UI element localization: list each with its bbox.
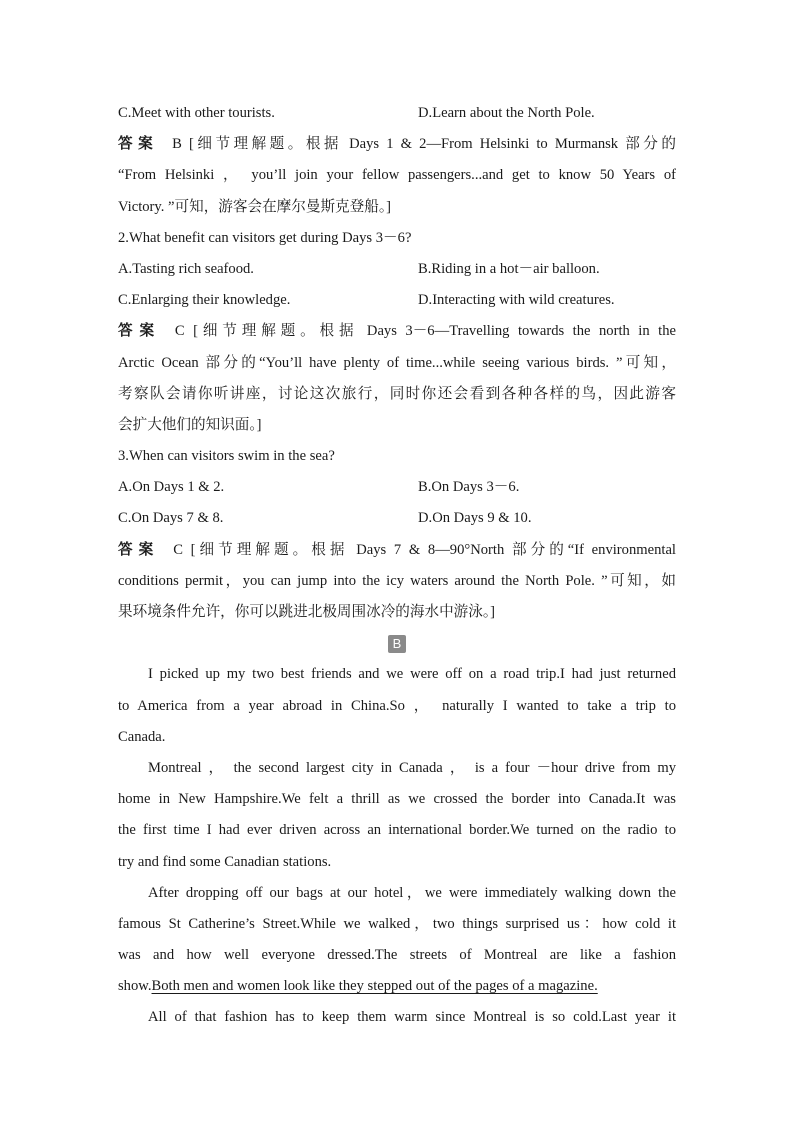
section-b-badge: B [388, 635, 406, 653]
q1-option-d[interactable]: D.Learn about the North Pole. [418, 105, 595, 121]
passage-p3-line-3: was and how well everyone dressed.The streets of Montreal are like a fashion [118, 947, 676, 964]
q3-option-a[interactable]: A.On Days 1 & 2. [118, 479, 225, 496]
passage-p2-line-3: the first time I had ever driven across an international border.We turned on the radio to [118, 822, 676, 839]
q3-answer-line-1 [118, 535, 676, 566]
q3-answer-line-3: 果环境条件允许，你可以跳进北极周围冰冷的海水中游泳。] [118, 604, 495, 620]
q2-option-a[interactable]: A.Tasting rich seafood. [118, 260, 254, 277]
q3-question: 3.When can visitors swim in the sea? [118, 448, 335, 465]
passage-p2-line-2: home in New Hampshire.We felt a thrill as we crossed the border into Canada.It was [118, 791, 676, 808]
q1-answer-label: 答案 [118, 136, 159, 153]
q2-options-row-1 [118, 254, 676, 285]
passage-p2-line-4: try and find some Canadian stations. [118, 853, 332, 870]
passage-p4-line-1: All of that fashion has to keep them warm since Montreal is so cold.Last year it [148, 1009, 676, 1026]
q2-answer-line-2: Arctic Ocean 部分的“You’ll have plenty of time...while seeing various birds. ”可知， [118, 354, 676, 371]
q2-answer-text-1: C [细节理解题。根据 Days 3－6—Travelling towards the north in the [174, 323, 676, 340]
passage-p1-line-2: to America from a year abroad in China.So ， naturally I wanted to take a trip to [118, 697, 676, 714]
passage-p2-line-1: Montreal ， the second largest city in Canada ， is a four －hour drive from my [148, 759, 676, 776]
q1-answer-line-3: Victory. ”可知，游客会在摩尔曼斯克登船。] [118, 198, 391, 215]
q3-options-row-1 [118, 472, 676, 503]
section-b-header [118, 628, 676, 659]
q2-option-d[interactable]: D.Interacting with wild creatures. [418, 292, 615, 309]
q2-question: 2.What benefit can visitors get during Days 3－6? [118, 229, 412, 246]
q3-options-row-2 [118, 503, 676, 534]
q2-answer-line-3: 考察队会请你听讲座，讨论这次旅行，同时你还会看到各种各样的鸟，因此游客 [118, 385, 676, 402]
q1-option-c[interactable]: C.Meet with other tourists. [118, 105, 275, 121]
q3-answer-text-1: C [细节理解题。根据 Days 7 & 8—90°North 部分的“If environmental [173, 541, 676, 558]
passage-p3-last-prefix: show. [118, 978, 152, 995]
q3-option-d[interactable]: D.On Days 9 & 10. [418, 510, 532, 527]
q2-answer-line-4: 会扩大他们的知识面。] [118, 416, 262, 433]
q1-answer-text-1: B [细节理解题。根据 Days 1 & 2—From Helsinki to Murmansk 部分的 [172, 136, 676, 153]
passage-p3-line-4 [118, 971, 676, 1002]
q1-answer-line-1 [118, 129, 676, 160]
q2-option-b[interactable]: B.Riding in a hot－air balloon. [418, 260, 600, 277]
q1-options-row [118, 98, 676, 129]
q3-option-c[interactable]: C.On Days 7 & 8. [118, 510, 224, 527]
passage-p1-line-1: I picked up my two best friends and we were off on a road trip.I had just returned [148, 666, 676, 683]
document-page [118, 98, 676, 1034]
q2-option-c[interactable]: C.Enlarging their knowledge. [118, 292, 291, 309]
q2-answer-label: 答案 [118, 323, 161, 340]
passage-p3-line-1: After dropping off our bags at our hotel，we were immediately walking down the [148, 884, 676, 901]
q2-options-row-2 [118, 285, 676, 316]
underlined-sentence: Both men and women look like they stepped out of the pages of a magazine. [151, 978, 598, 995]
passage-p1-line-3: Canada. [118, 728, 166, 745]
q3-answer-line-2: conditions permit，you can jump into the icy waters around the North Pole. ”可知，如 [118, 572, 676, 589]
q3-answer-label: 答案 [118, 541, 160, 558]
q1-answer-line-2: “From Helsinki ， you’ll join your fellow passengers...and get to know 50 Years of [118, 167, 676, 184]
q2-answer-line-1 [118, 316, 676, 347]
q3-option-b[interactable]: B.On Days 3－6. [418, 479, 520, 496]
passage-p3-line-2: famous St Catherine’s Street.While we walked，two things surprised us：how cold it [118, 915, 676, 932]
